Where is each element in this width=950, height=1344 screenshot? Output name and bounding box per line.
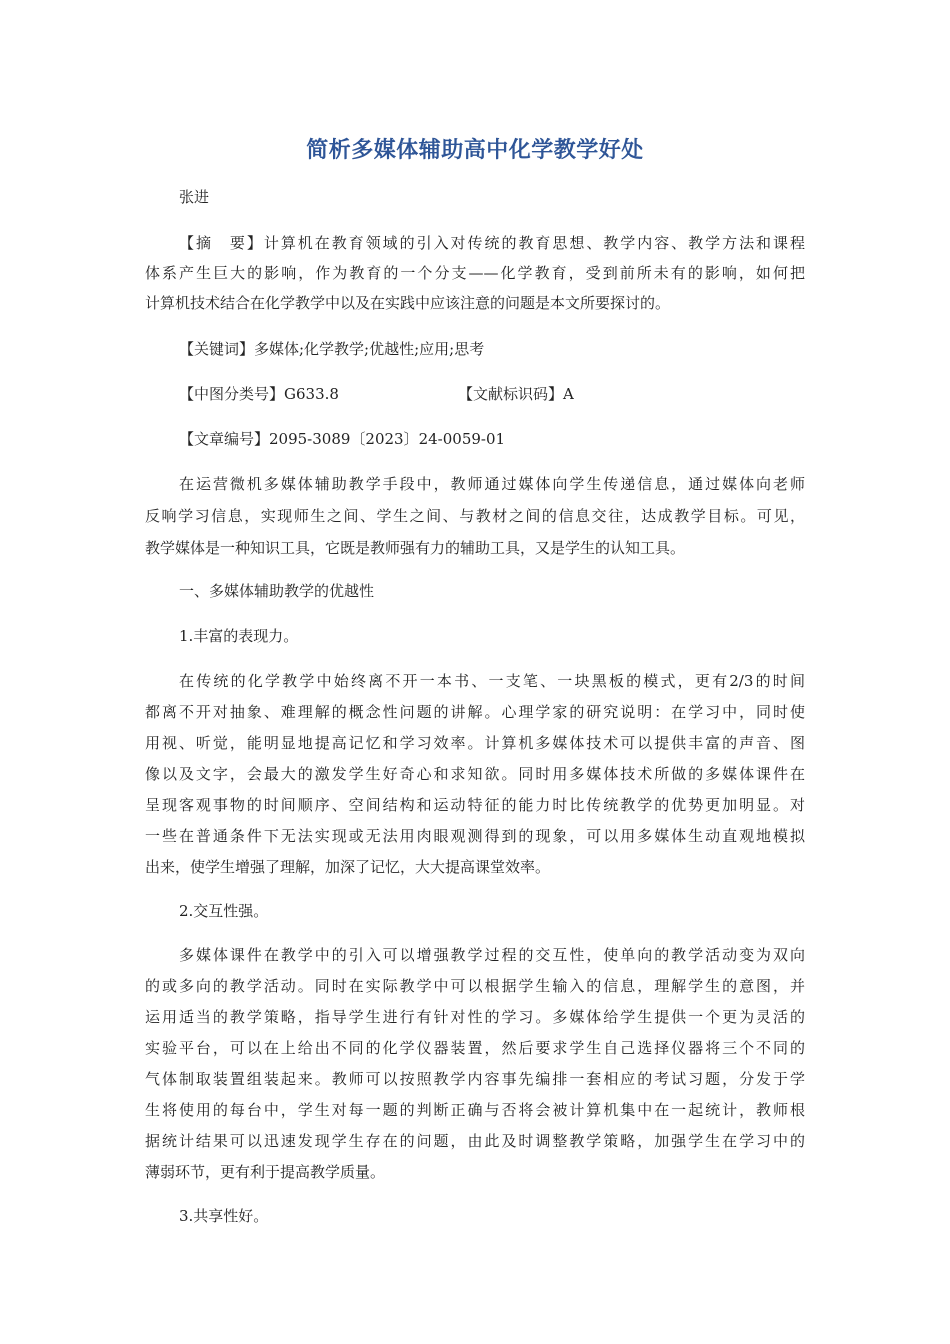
keywords: 【关键词】多媒体;化学教学;优越性;应用;思考: [179, 340, 485, 358]
paragraph-line: 实验平台，可以在上给出不同的化学仪器装置，然后要求学生自己选择仪器将三个不同的: [145, 1039, 805, 1057]
intro-line: 在运营微机多媒体辅助教学手段中，教师通过媒体向学生传递信息，通过媒体向老师: [179, 475, 805, 493]
paragraph-line: 的或多向的教学活动。同时在实际教学中可以根据学生输入的信息，理解学生的意图，并: [145, 977, 805, 995]
paragraph-line: 薄弱环节，更有利于提高教学质量。: [145, 1163, 386, 1181]
intro-line: 教学媒体是一种知识工具，它既是教师强有力的辅助工具，又是学生的认知工具。: [145, 539, 686, 557]
paragraph-line: 运用适当的教学策略，指导学生进行有针对性的学习。多媒体给学生提供一个更为灵活的: [145, 1008, 805, 1026]
subsection-heading: 2.交互性强。: [179, 902, 269, 920]
paragraph-line: 在传统的化学教学中始终离不开一本书、一支笔、一块黑板的模式，更有2/3的时间: [179, 672, 805, 690]
abstract-line: 计算机技术结合在化学教学中以及在实践中应该注意的问题是本文所要探讨的。: [145, 294, 671, 312]
paragraph-line: 出来，使学生增强了理解，加深了记忆，大大提高课堂效率。: [145, 858, 551, 876]
clc-number: 【中图分类号】G633.8: [179, 385, 339, 403]
paragraph-line: 气体制取装置组装起来。教师可以按照教学内容事先编排一套相应的考试习题，分发于学: [145, 1070, 805, 1088]
paragraph-line: 用视、听觉，能明显地提高记忆和学习效率。计算机多媒体技术可以提供丰富的声音、图: [145, 734, 805, 752]
abstract-line: 体系产生巨大的影响，作为教育的一个分支——化学教育，受到前所未有的影响，如何把: [145, 264, 805, 282]
paragraph-line: 像以及文字，会最大的激发学生好奇心和求知欲。同时用多媒体技术所做的多媒体课件在: [145, 765, 805, 783]
paragraph-line: 一些在普通条件下无法实现或无法用肉眼观测得到的现象，可以用多媒体生动直观地模拟: [145, 827, 805, 845]
subsection-heading: 1.丰富的表现力。: [179, 627, 299, 645]
section-heading: 一、多媒体辅助教学的优越性: [179, 582, 375, 600]
document-title: 简析多媒体辅助高中化学教学好处: [306, 138, 644, 163]
paragraph-line: 据统计结果可以迅速发现学生存在的问题，由此及时调整教学策略，加强学生在学习中的: [145, 1132, 805, 1150]
intro-line: 反响学习信息，实现师生之间、学生之间、与教材之间的信息交往，达成教学目标。可见，: [145, 507, 805, 525]
paragraph-line: 多媒体课件在教学中的引入可以增强教学过程的交互性，使单向的教学活动变为双向: [179, 946, 805, 964]
document-code: 【文献标识码】A: [458, 385, 574, 403]
paragraph-line: 生将使用的每台中，学生对每一题的判断正确与否将会被计算机集中在一起统计，教师根: [145, 1101, 805, 1119]
paragraph-line: 呈现客观事物的时间顺序、空间结构和运动特征的能力时比传统教学的优势更加明显。对: [145, 796, 805, 814]
author-name: 张进: [179, 188, 210, 206]
subsection-heading: 3.共享性好。: [179, 1207, 269, 1225]
abstract-line: 【摘 要】计算机在教育领域的引入对传统的教育思想、教学内容、教学方法和课程: [179, 234, 805, 252]
paragraph-line: 都离不开对抽象、难理解的概念性问题的讲解。心理学家的研究说明：在学习中，同时使: [145, 703, 805, 721]
article-number: 【文章编号】2095-3089〔2023〕24-0059-01: [179, 430, 506, 448]
